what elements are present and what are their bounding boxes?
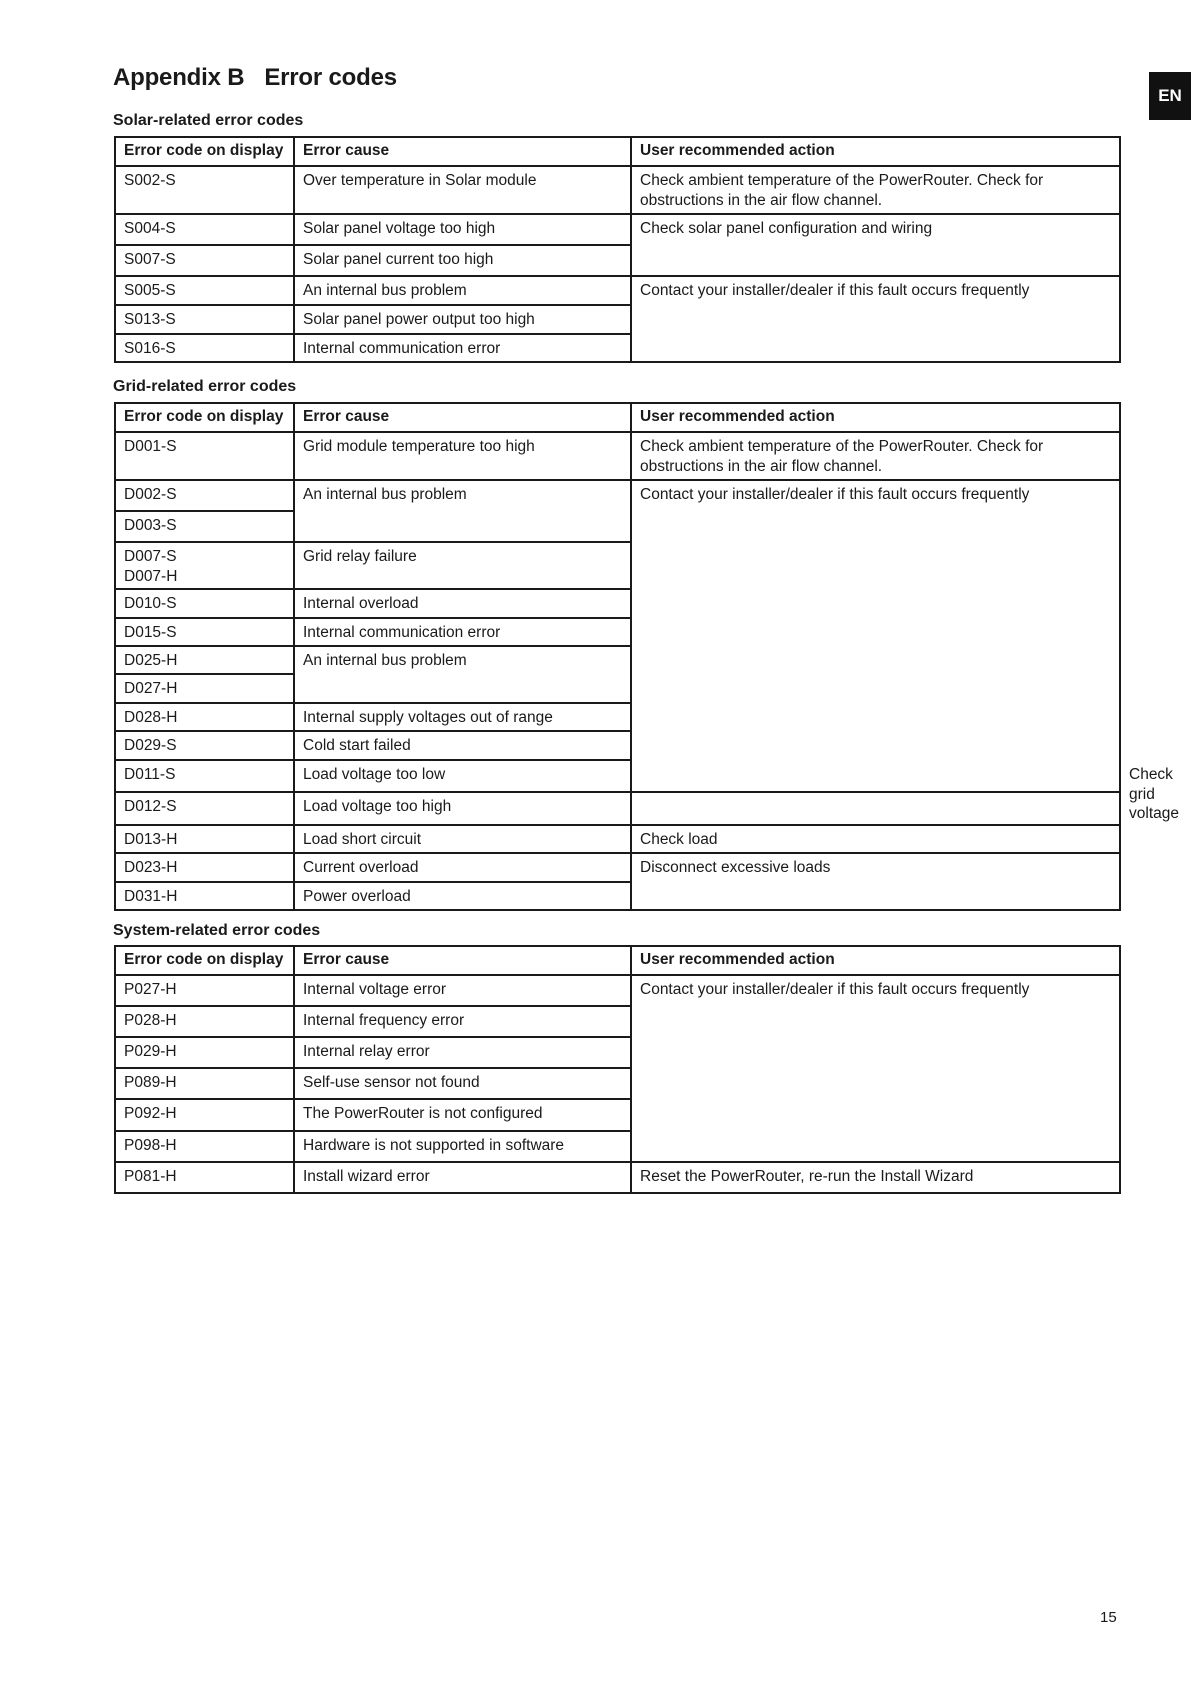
error-code-cell: D011-S bbox=[115, 760, 294, 792]
error-code-cell: D012-S bbox=[115, 792, 294, 825]
error-cause-cell: Grid module temperature too high bbox=[294, 432, 631, 480]
section-title-system: System-related error codes bbox=[113, 922, 321, 939]
error-code-cell: D023-H bbox=[115, 853, 294, 882]
system-error-table bbox=[114, 945, 1121, 1194]
table-row bbox=[115, 276, 1120, 305]
page-number: 15 bbox=[1100, 1609, 1117, 1626]
table-row bbox=[115, 792, 1120, 825]
error-cause-cell: Load voltage too low bbox=[294, 760, 631, 792]
header-error-cause: Error cause bbox=[294, 946, 631, 975]
error-code-line: D007-S bbox=[124, 548, 177, 565]
error-code-cell: D010-S bbox=[115, 589, 294, 618]
error-cause-cell: Load short circuit bbox=[294, 825, 631, 853]
error-code-line: D007-H bbox=[124, 567, 178, 585]
appendix-title: Error codes bbox=[264, 64, 397, 91]
error-cause-cell: Internal voltage error bbox=[294, 975, 631, 1006]
action-cell: Contact your installer/dealer if this fault occurs frequently bbox=[631, 480, 1120, 792]
appendix-label: Appendix B bbox=[113, 64, 245, 91]
solar-error-table bbox=[114, 136, 1121, 363]
error-code-cell: S013-S bbox=[115, 305, 294, 334]
error-cause-cell: Hardware is not supported in software bbox=[294, 1131, 631, 1162]
error-code-cell: P098-H bbox=[115, 1131, 294, 1162]
error-cause-cell: Internal communication error bbox=[294, 334, 631, 362]
error-code-cell: S004-S bbox=[115, 214, 294, 245]
table-row bbox=[115, 975, 1120, 1006]
error-cause-cell: An internal bus problem bbox=[294, 646, 631, 703]
error-cause-cell: An internal bus problem bbox=[294, 276, 631, 305]
error-cause-cell: An internal bus problem bbox=[294, 480, 631, 542]
page-title bbox=[113, 64, 397, 92]
table-row bbox=[115, 480, 1120, 511]
language-tab: EN bbox=[1149, 72, 1191, 120]
action-cell: Disconnect excessive loads bbox=[631, 853, 1120, 910]
action-cell: Check ambient temperature of the PowerRouter. Check for obstructions in the air flow channel. bbox=[631, 432, 1120, 480]
action-cell: Contact your installer/dealer if this fault occurs frequently bbox=[631, 276, 1120, 362]
error-code-cell: P081-H bbox=[115, 1162, 294, 1193]
table-row bbox=[115, 853, 1120, 882]
section-title-grid: Grid-related error codes bbox=[113, 378, 297, 395]
error-cause-cell: Solar panel voltage too high bbox=[294, 214, 631, 245]
error-cause-cell: Install wizard error bbox=[294, 1162, 631, 1193]
error-cause-cell: Grid relay failure bbox=[294, 542, 631, 589]
error-code-cell: S005-S bbox=[115, 276, 294, 305]
error-cause-cell: Over temperature in Solar module bbox=[294, 166, 631, 214]
error-code-cell: D028-H bbox=[115, 703, 294, 731]
action-cell: Check load bbox=[631, 825, 1120, 853]
error-cause-cell: Power overload bbox=[294, 882, 631, 910]
error-code-cell: S016-S bbox=[115, 334, 294, 362]
action-cell: Check ambient temperature of the PowerRouter. Check for obstructions in the air flow channel. bbox=[631, 166, 1120, 214]
error-cause-cell: Internal relay error bbox=[294, 1037, 631, 1068]
error-code-cell: D029-S bbox=[115, 731, 294, 760]
error-code-cell: D025-H bbox=[115, 646, 294, 674]
error-cause-cell: Internal communication error bbox=[294, 618, 631, 646]
error-code-cell: D015-S bbox=[115, 618, 294, 646]
error-code-cell: D027-H bbox=[115, 674, 294, 703]
error-code-cell: P028-H bbox=[115, 1006, 294, 1037]
header-error-code: Error code on display bbox=[115, 137, 294, 166]
error-code-cell: P092-H bbox=[115, 1099, 294, 1131]
error-cause-cell: Load voltage too high bbox=[294, 792, 631, 825]
error-cause-cell: Internal frequency error bbox=[294, 1006, 631, 1037]
error-code-cell: S007-S bbox=[115, 245, 294, 276]
error-code-cell: D002-S bbox=[115, 480, 294, 511]
header-recommended-action: User recommended action bbox=[631, 137, 1120, 166]
table-header-row bbox=[115, 403, 1120, 432]
error-code-cell: P089-H bbox=[115, 1068, 294, 1099]
table-row: D011-S Load voltage too low Check grid voltage bbox=[115, 760, 1120, 792]
error-code-cell: D013-H bbox=[115, 825, 294, 853]
error-cause-cell: Solar panel current too high bbox=[294, 245, 631, 276]
error-code-cell: S002-S bbox=[115, 166, 294, 214]
error-cause-cell: Solar panel power output too high bbox=[294, 305, 631, 334]
header-error-cause: Error cause bbox=[294, 403, 631, 432]
error-cause-cell: Internal supply voltages out of range bbox=[294, 703, 631, 731]
header-error-cause: Error cause bbox=[294, 137, 631, 166]
table-row bbox=[115, 1162, 1120, 1193]
error-cause-cell: Internal overload bbox=[294, 589, 631, 618]
error-code-cell: D031-H bbox=[115, 882, 294, 910]
error-code-cell: P029-H bbox=[115, 1037, 294, 1068]
section-title-solar: Solar-related error codes bbox=[113, 112, 304, 129]
table-row bbox=[115, 825, 1120, 853]
error-cause-cell: Cold start failed bbox=[294, 731, 631, 760]
error-code-cell bbox=[115, 542, 294, 589]
error-cause-cell: Self-use sensor not found bbox=[294, 1068, 631, 1099]
table-row bbox=[115, 214, 1120, 245]
error-code-cell: P027-H bbox=[115, 975, 294, 1006]
error-cause-cell: The PowerRouter is not configured bbox=[294, 1099, 631, 1131]
error-code-cell: D003-S bbox=[115, 511, 294, 542]
action-cell: Reset the PowerRouter, re-run the Install Wizard bbox=[631, 1162, 1120, 1193]
header-recommended-action: User recommended action bbox=[631, 403, 1120, 432]
error-code-cell: D001-S bbox=[115, 432, 294, 480]
action-cell: Contact your installer/dealer if this fault occurs frequently bbox=[631, 975, 1120, 1162]
table-row bbox=[115, 432, 1120, 480]
error-cause-cell: Current overload bbox=[294, 853, 631, 882]
action-cell: Check solar panel configuration and wiring bbox=[631, 214, 1120, 276]
header-error-code: Error code on display bbox=[115, 946, 294, 975]
header-error-code: Error code on display bbox=[115, 403, 294, 432]
header-recommended-action: User recommended action bbox=[631, 946, 1120, 975]
grid-error-table bbox=[114, 402, 1179, 911]
table-row bbox=[115, 166, 1120, 214]
table-header-row bbox=[115, 137, 1120, 166]
table-header-row bbox=[115, 946, 1120, 975]
